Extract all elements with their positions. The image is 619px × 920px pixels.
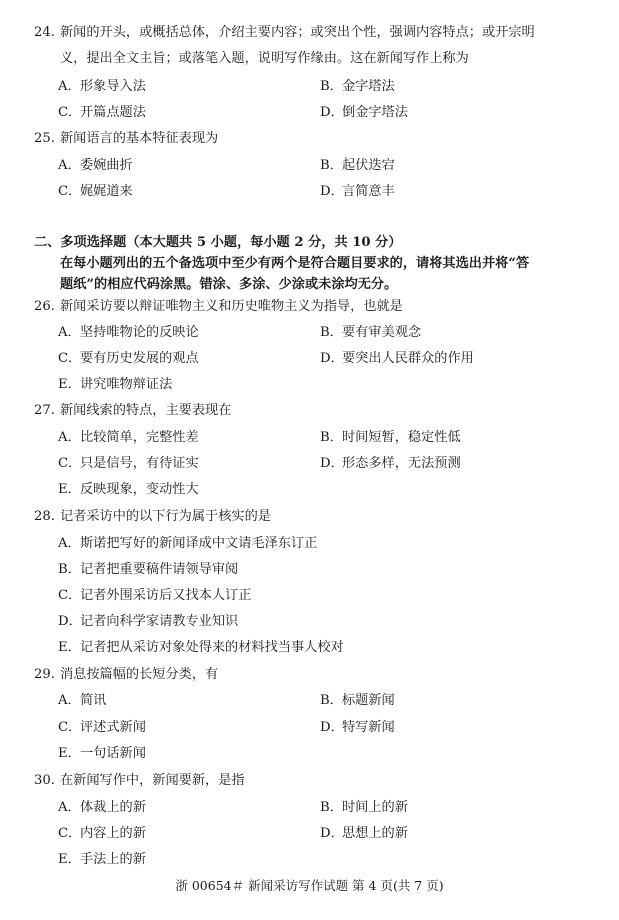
option-row <box>0 849 619 871</box>
option-c[interactable]: C．娓娓道来 <box>58 184 133 199</box>
section-instruction: 在每小题列出的五个备选项中至少有两个是符合题目要求的，请将其选出并将“答 <box>60 256 530 271</box>
option-b[interactable]: B．记者把重要稿件请领导审阅 <box>58 562 239 577</box>
option-a[interactable]: A．坚持唯物论的反映论 <box>58 325 199 340</box>
question-27 <box>0 400 619 422</box>
option-row <box>0 427 619 449</box>
option-e[interactable]: E．讲究唯物辩证法 <box>58 377 173 392</box>
question-stem: 新闻线索的特点，主要表现在 <box>60 403 232 418</box>
option-b[interactable]: B．金字塔法 <box>320 79 395 94</box>
option-row <box>0 823 619 845</box>
option-c[interactable]: C．内容上的新 <box>58 826 146 841</box>
question-26 <box>0 296 619 318</box>
option-b[interactable]: B．起伏迭宕 <box>320 158 395 173</box>
option-row <box>0 611 619 633</box>
question-number: 28. <box>34 509 55 524</box>
question-stem: 新闻的开头，或概括总体，介绍主要内容；或突出个性，强调内容特点；或开宗明 <box>60 25 535 40</box>
option-c[interactable]: C．只是信号，有待证实 <box>58 456 199 471</box>
option-row <box>0 322 619 344</box>
option-a[interactable]: A．形象导入法 <box>58 79 146 94</box>
question-number: 26. <box>34 299 55 314</box>
question-stem: 消息按篇幅的长短分类，有 <box>60 667 219 682</box>
option-e[interactable]: E．反映现象，变动性大 <box>58 482 199 497</box>
option-a[interactable]: A．简讯 <box>58 693 107 708</box>
option-e[interactable]: E．一句话新闻 <box>58 746 146 761</box>
option-row <box>0 76 619 98</box>
question-25 <box>0 128 619 150</box>
page-footer: 浙 00654＃ 新闻采访写作试题 第 4 页(共 7 页) <box>175 878 444 893</box>
option-row <box>0 585 619 607</box>
option-d[interactable]: D．倒金字塔法 <box>320 105 408 120</box>
question-24 <box>0 22 619 44</box>
option-row <box>0 559 619 581</box>
option-e[interactable]: E．手法上的新 <box>58 852 146 867</box>
option-row <box>0 717 619 739</box>
option-b[interactable]: B．时间上的新 <box>320 800 408 815</box>
section-instructions <box>0 274 619 296</box>
option-b[interactable]: B．时间短暂，稳定性低 <box>320 430 461 445</box>
option-row <box>0 155 619 177</box>
section-instruction: 题纸”的相应代码涂黑。错涂、多涂、少涂或未涂均无分。 <box>60 277 398 292</box>
option-row <box>0 374 619 396</box>
option-row <box>0 533 619 555</box>
section-title: 二、多项选择题（本大题共 5 小题，每小题 2 分，共 10 分） <box>34 235 402 250</box>
option-b[interactable]: B．要有审美观念 <box>320 325 422 340</box>
option-c[interactable]: C．评述式新闻 <box>58 720 146 735</box>
option-d[interactable]: D．记者向科学家请教专业知识 <box>58 614 239 629</box>
question-28 <box>0 506 619 528</box>
question-stem: 新闻语言的基本特征表现为 <box>60 131 219 146</box>
option-c[interactable]: C．要有历史发展的观点 <box>58 351 199 366</box>
option-row <box>0 690 619 712</box>
option-row <box>0 102 619 124</box>
option-row <box>0 348 619 370</box>
section-instructions <box>0 253 619 275</box>
option-d[interactable]: D．要突出人民群众的作用 <box>320 351 474 366</box>
question-24-stem-cont <box>0 48 619 70</box>
question-stem: 在新闻写作中，新闻要新，是指 <box>60 773 245 788</box>
option-d[interactable]: D．思想上的新 <box>320 826 408 841</box>
option-row <box>0 637 619 659</box>
question-stem: 义，提出全文主旨；或落笔入题，说明写作缘由。这在新闻写作上称为 <box>60 51 469 66</box>
option-b[interactable]: B．标题新闻 <box>320 693 395 708</box>
option-a[interactable]: A．体裁上的新 <box>58 800 146 815</box>
option-e[interactable]: E．记者把从采访对象处得来的材料找当事人校对 <box>58 640 344 655</box>
question-29 <box>0 664 619 686</box>
question-number: 24. <box>34 25 55 40</box>
question-number: 29. <box>34 667 55 682</box>
option-d[interactable]: D．言简意丰 <box>320 184 395 199</box>
section-header <box>0 232 619 254</box>
option-row <box>0 181 619 203</box>
option-row <box>0 479 619 501</box>
option-a[interactable]: A．比较简单，完整性差 <box>58 430 199 445</box>
option-a[interactable]: A．委婉曲折 <box>58 158 133 173</box>
question-number: 25. <box>34 131 55 146</box>
question-stem: 新闻采访要以辩证唯物主义和历史唯物主义为指导，也就是 <box>60 299 403 314</box>
question-number: 30. <box>34 773 55 788</box>
option-d[interactable]: D．形态多样，无法预测 <box>320 456 461 471</box>
question-number: 27. <box>34 403 55 418</box>
question-stem: 记者采访中的以下行为属于核实的是 <box>60 509 271 524</box>
option-d[interactable]: D．特写新闻 <box>320 720 395 735</box>
option-row <box>0 453 619 475</box>
option-c[interactable]: C．记者外围采访后又找本人订正 <box>58 588 252 603</box>
option-c[interactable]: C．开篇点题法 <box>58 105 146 120</box>
option-row <box>0 797 619 819</box>
option-a[interactable]: A．斯诺把写好的新闻译成中文请毛泽东订正 <box>58 536 318 551</box>
option-row <box>0 743 619 765</box>
question-30 <box>0 770 619 792</box>
